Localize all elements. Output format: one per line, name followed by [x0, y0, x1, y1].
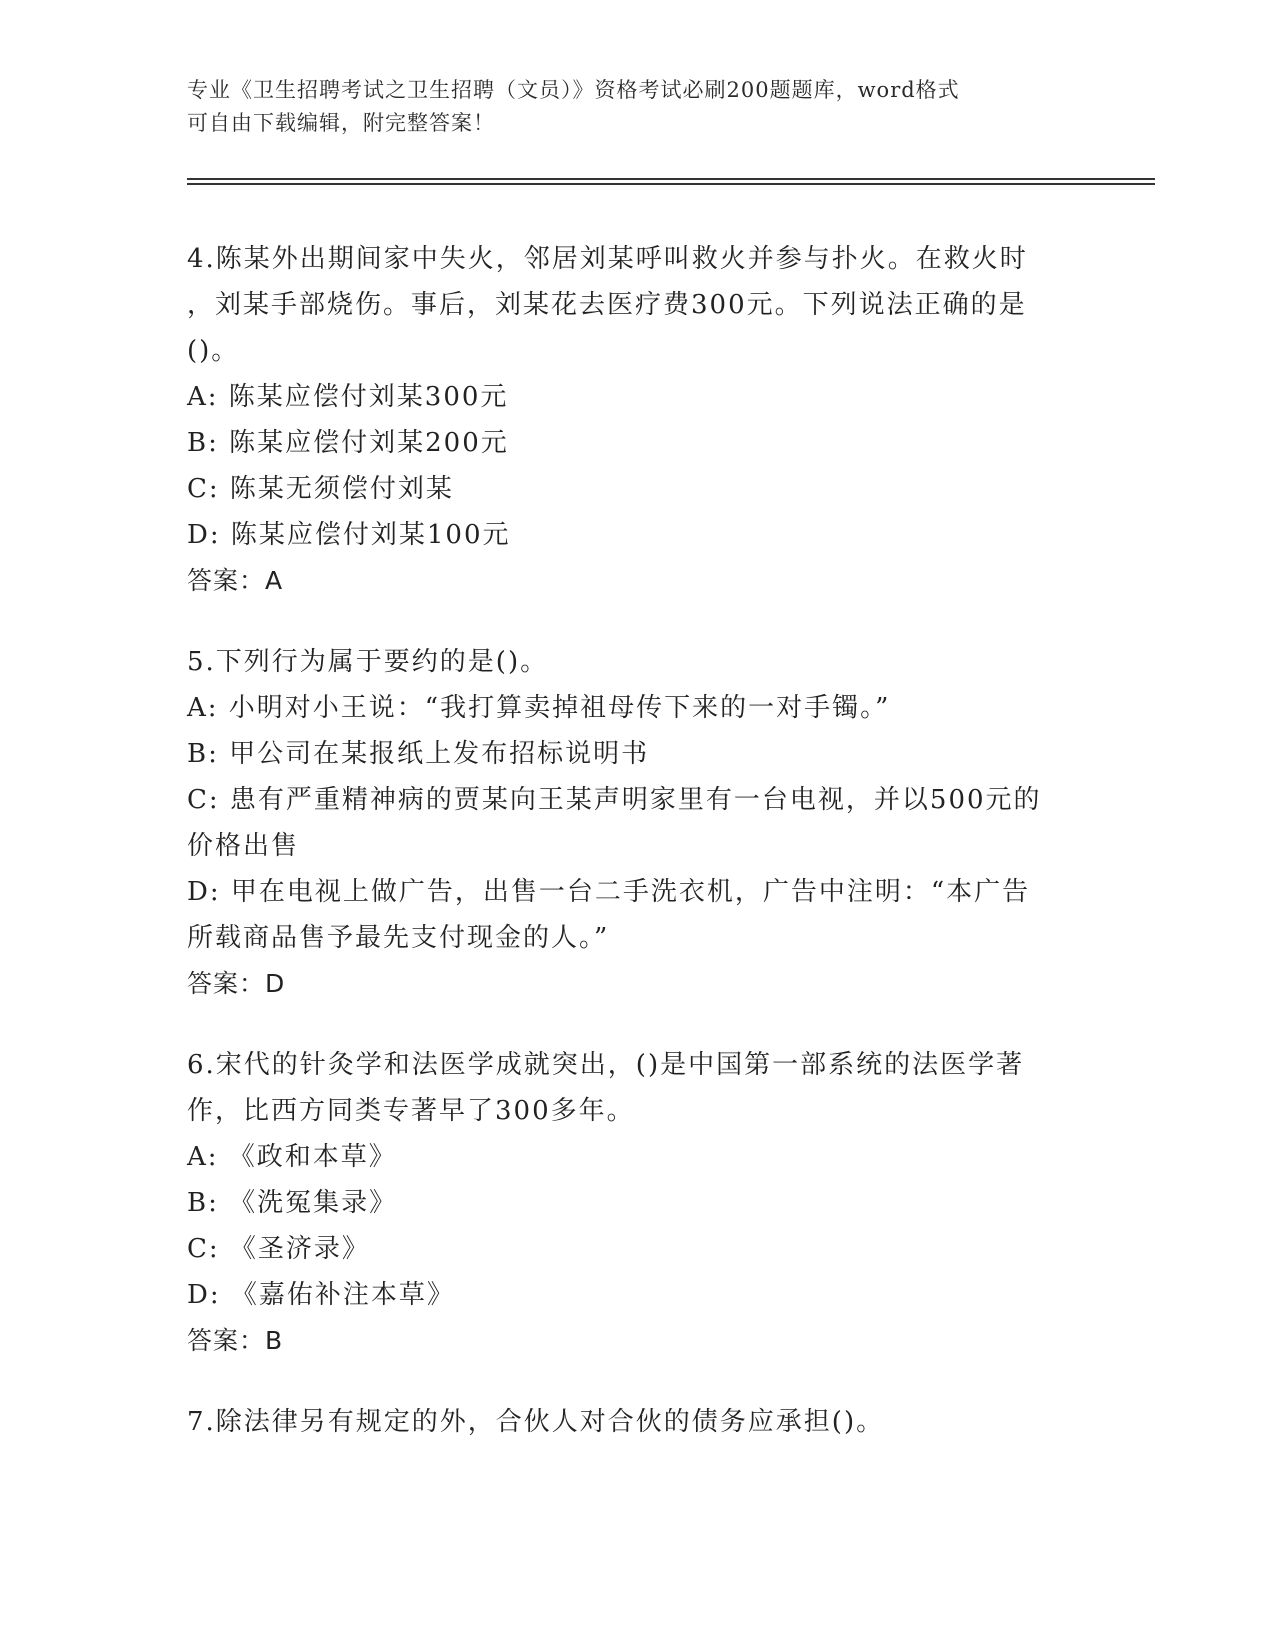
- question-text-line: ()。: [187, 336, 240, 366]
- answer-label: 答案：D: [187, 969, 286, 998]
- option-a: A: 陈某应偿付刘某300元: [187, 382, 509, 412]
- option-c: C: 陈某无须偿付刘某: [187, 474, 454, 504]
- question-list: [187, 236, 1087, 1445]
- option-c: C: 患有严重精神病的贾某向王某声明家里有一台电视，并以500元的: [187, 785, 1042, 815]
- option-d-continued: 所载商品售予最先支付现金的人。”: [187, 923, 610, 953]
- question-text-line: ，刘某手部烧伤。事后，刘某花去医疗费300元。下列说法正确的是: [187, 290, 1027, 320]
- answer-label: 答案：A: [187, 566, 284, 595]
- question-text-line: 6.宋代的针灸学和法医学成就突出，()是中国第一部系统的法医学著: [187, 1050, 1025, 1080]
- option-d: D: 陈某应偿付刘某100元: [187, 520, 511, 550]
- option-a: A: 《政和本草》: [187, 1142, 397, 1172]
- question-6: [187, 1042, 1087, 1364]
- option-b: B: 陈某应偿付刘某200元: [187, 428, 509, 458]
- question-text-line: 4.陈某外出期间家中失火，邻居刘某呼叫救火并参与扑火。在救火时: [187, 244, 1028, 274]
- option-a: A: 小明对小王说：“我打算卖掉祖母传下来的一对手镯。”: [187, 693, 891, 723]
- header-divider-top: [187, 178, 1155, 180]
- option-c: C: 《圣济录》: [187, 1234, 370, 1264]
- question-7: [187, 1399, 1087, 1445]
- question-text-line: 作，比西方同类专著早了300多年。: [187, 1096, 635, 1126]
- header-line-1: 专业《卫生招聘考试之卫生招聘（文员）》资格考试必刷200题题库，word格式: [187, 78, 960, 102]
- question-text-line: 7.除法律另有规定的外，合伙人对合伙的债务应承担()。: [187, 1407, 885, 1437]
- option-d: D: 甲在电视上做广告，出售一台二手洗衣机，广告中注明：“本广告: [187, 877, 1031, 907]
- header-divider-bottom: [187, 183, 1155, 185]
- answer-label: 答案：B: [187, 1326, 284, 1355]
- option-d: D: 《嘉佑补注本草》: [187, 1280, 455, 1310]
- option-b: B: 甲公司在某报纸上发布招标说明书: [187, 739, 650, 769]
- question-text-line: 5.下列行为属于要约的是()。: [187, 647, 549, 677]
- option-b: B: 《洗冤集录》: [187, 1188, 398, 1218]
- question-4: [187, 236, 1087, 604]
- question-5: [187, 639, 1087, 1007]
- option-c-continued: 价格出售: [187, 831, 300, 861]
- document-header: [187, 74, 1087, 140]
- header-line-2: 可自由下载编辑，附完整答案！: [187, 111, 495, 135]
